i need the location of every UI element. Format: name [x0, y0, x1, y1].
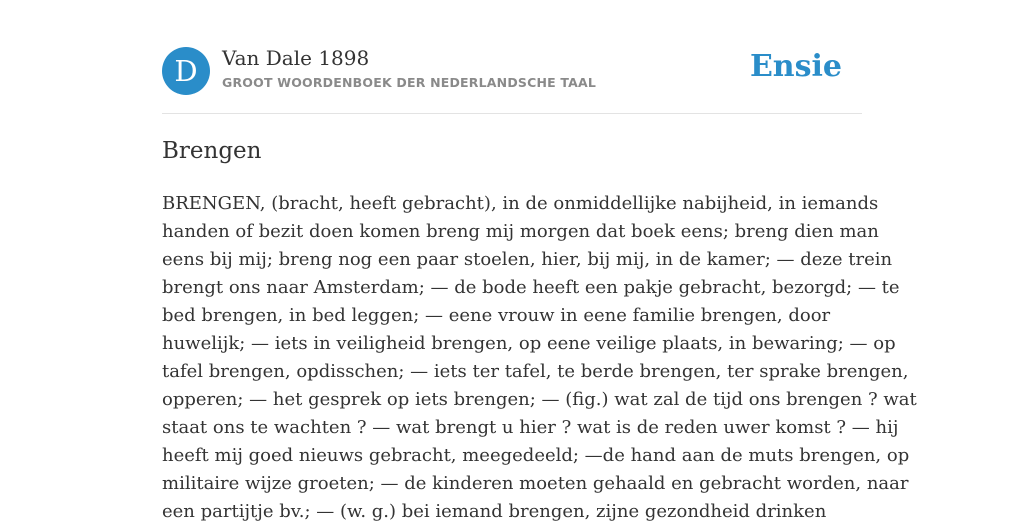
definition-line: een partijtje bv.; — (w. g.) bei iemand brengen, zijne gezondheid drinken [162, 501, 827, 522]
entry-title: Brengen [162, 138, 262, 164]
definition-line: BRENGEN, (bracht, heeft gebracht), in de onmiddellijke nabijheid, in iemands [162, 193, 879, 214]
definition-line: eens bij mij; breng nog een paar stoelen, hier, bij mij, in de kamer; — deze trein [162, 249, 893, 270]
definition-line: heeft mij goed nieuws gebracht, meegedeeld; —de hand aan de muts brengen, op [162, 445, 910, 466]
definition-line: brengt ons naar Amsterdam; — de bode heeft een pakje gebracht, bezorgd; — te [162, 277, 900, 298]
definition-line: militaire wijze groeten; — de kinderen moeten gehaald en gebracht worden, naar [162, 473, 909, 494]
definition-line: tafel brengen, opdisschen; — iets ter tafel, te berde brengen, ter sprake brengen, [162, 361, 909, 382]
definition-line: huwelijk; — iets in veiligheid brengen, op eene veilige plaats, in bewaring; — op [162, 333, 896, 354]
definition-line: staat ons te wachten ? — wat brengt u hier ? wat is de reden uwer komst ? — hij [162, 417, 899, 438]
source-subtitle: GROOT WOORDENBOEK DER NEDERLANDSCHE TAAL [222, 75, 597, 90]
ensie-brand-logo[interactable]: Ensie [749, 49, 842, 84]
source-title[interactable]: Van Dale 1898 [222, 46, 370, 70]
definition-line: bed brengen, in bed leggen; — eene vrouw in eene familie brengen, door [162, 305, 831, 326]
header-divider [162, 113, 862, 114]
dictionary-logo[interactable]: D [162, 47, 210, 95]
header [162, 46, 862, 96]
definition-line: opperen; — het gesprek op iets brengen; — (fig.) wat zal de tijd ons brengen ? wat [162, 389, 917, 410]
definition-line: handen of bezit doen komen breng mij morgen dat boek eens; breng dien man [162, 221, 879, 242]
entry-definition [162, 190, 917, 526]
